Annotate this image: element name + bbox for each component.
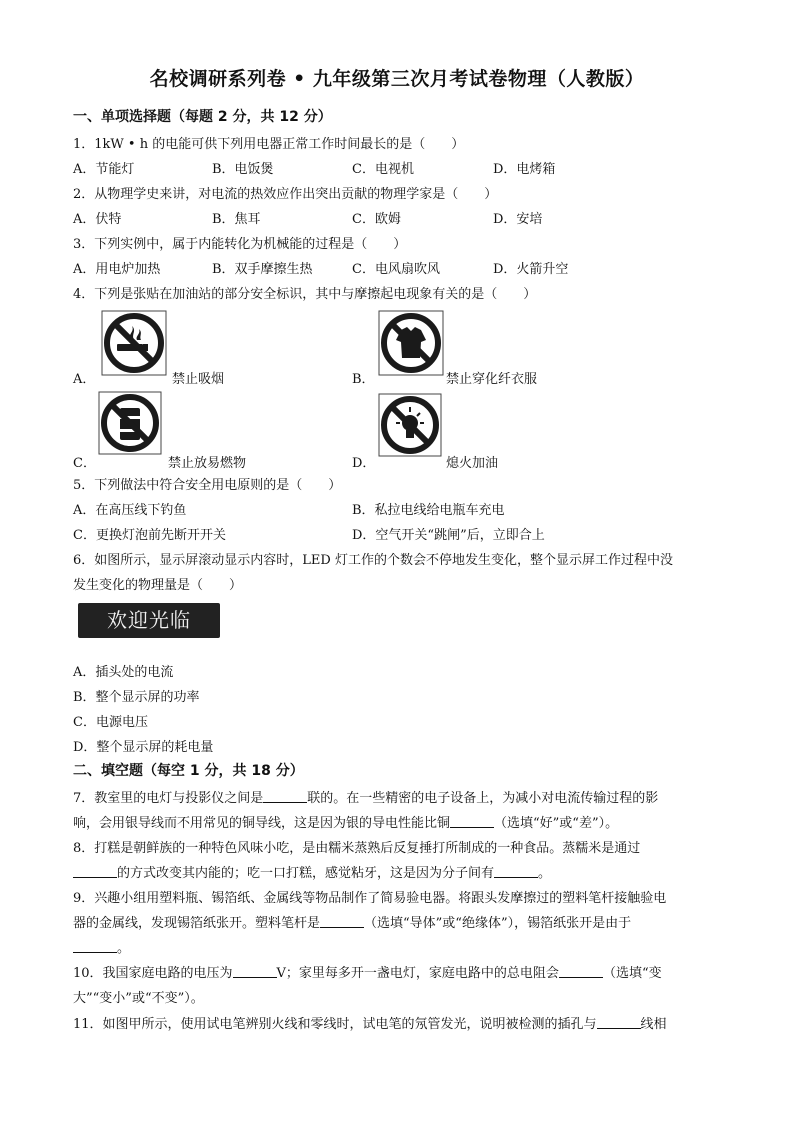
led-display-figure: 欢迎光临	[78, 603, 220, 638]
question-7-line2	[73, 812, 618, 831]
q4-option-c: C．	[73, 456, 96, 471]
q7-text-2: 联的。在一些精密的电子设备上，为减小对电流传输过程的影	[307, 791, 659, 806]
no-synthetic-clothing-caption: 禁止穿化纤衣服	[446, 372, 538, 387]
answer-blank[interactable]	[494, 864, 538, 878]
answer-blank[interactable]	[320, 914, 364, 928]
section-heading-multiple-choice: 一、单项选择题（每题 2 分，共 12 分）	[73, 109, 332, 125]
no-flammables-caption: 禁止放易燃物	[168, 456, 247, 471]
q5-option-a: A．在高压线下钓鱼	[73, 503, 187, 518]
answer-blank[interactable]	[263, 789, 307, 803]
q9-text-4: 。	[117, 941, 131, 956]
q10-text-2: V；家里每多开一盏电灯，家庭电路中的总电阻会	[276, 966, 559, 981]
q10-text-1: 10．我国家庭电路的电压为	[73, 966, 233, 981]
q2-option-b: B．焦耳	[212, 212, 261, 227]
section-heading-fill-in: 二、填空题（每空 1 分，共 18 分）	[73, 763, 304, 779]
answer-blank[interactable]	[233, 964, 277, 978]
answer-blank[interactable]	[450, 814, 494, 828]
q1-option-d: D．电烤箱	[493, 162, 556, 177]
exam-title: 名校调研系列卷 • 九年级第三次月考试卷物理（人教版）	[149, 68, 645, 90]
q11-text-1: 11．如图甲所示，使用试电笔辨别火线和零线时，试电笔的氖管发光，说明被检测的插孔与	[73, 1017, 597, 1032]
q10-text-3: （选填“变	[602, 966, 662, 981]
q1-option-a: A．节能灯	[73, 162, 135, 177]
question-9-line2	[73, 912, 631, 931]
q7-text-1: 7．教室里的电灯与投影仪之间是	[73, 791, 264, 806]
answer-blank[interactable]	[73, 939, 117, 953]
no-flammables-sign-icon	[98, 391, 162, 455]
q3-option-c: C．电风扇吹风	[352, 262, 440, 277]
q3-option-a: A．用电炉加热	[73, 262, 161, 277]
question-2-stem: 2．从物理学史来讲，对电流的热效应作出突出贡献的物理学家是（ ）	[73, 187, 498, 202]
question-8-line1: 8．打糕是朝鲜族的一种特色风味小吃，是由糯米蒸熟后反复捶打所制成的一种食品。蒸糯米是通过	[73, 841, 641, 856]
question-9-line1: 9．兴趣小组用塑料瓶、锡箔纸、金属线等物品制作了简易验电器。将跟头发摩擦过的塑料笔杆接触验电	[73, 891, 667, 906]
question-1-stem: 1．1kW • h 的电能可供下列用电器正常工作时间最长的是（ ）	[73, 137, 465, 152]
question-6-stem-line2: 发生变化的物理量是（ ）	[73, 578, 243, 593]
engine-off-refuel-sign-icon	[378, 393, 442, 457]
q2-option-d: D．安培	[493, 212, 543, 227]
q4-option-a: A．	[73, 372, 96, 387]
q4-option-b: B．	[352, 372, 375, 387]
q11-text-2: 线相	[640, 1017, 667, 1032]
engine-off-refuel-caption: 熄火加油	[446, 456, 499, 471]
q2-option-c: C．欧姆	[352, 212, 401, 227]
q8-text-3: 。	[538, 866, 552, 881]
q8-text-2: 的方式改变其内能的；吃一口打糕，感觉粘牙，这是因为分子间有	[117, 866, 495, 881]
q7-text-4: （选填“好”或“差”）。	[494, 816, 619, 831]
q6-option-d: D．整个显示屏的耗电量	[73, 740, 214, 755]
q4-option-d: D．	[352, 456, 376, 471]
q6-option-a: A．插头处的电流	[73, 665, 174, 680]
answer-blank[interactable]	[559, 964, 603, 978]
q5-option-b: B．私拉电线给电瓶车充电	[352, 503, 505, 518]
question-10-line1	[73, 962, 662, 981]
no-smoking-sign-icon	[101, 310, 167, 376]
q9-text-3: （选填“导体”或“绝缘体”），锡箔纸张开是由于	[364, 916, 632, 931]
question-5-stem: 5．下列做法中符合安全用电原则的是（ ）	[73, 478, 342, 493]
q7-text-3: 响，会用银导线而不用常见的铜导线，这是因为银的导电性能比铜	[73, 816, 451, 831]
q1-option-c: C．电视机	[352, 162, 414, 177]
answer-blank[interactable]	[597, 1015, 641, 1029]
q5-option-c: C．更换灯泡前先断开开关	[73, 528, 226, 543]
no-synthetic-clothing-sign-icon	[378, 310, 444, 376]
question-3-stem: 3．下列实例中，属于内能转化为机械能的过程是（ ）	[73, 237, 407, 252]
no-smoking-caption: 禁止吸烟	[172, 372, 225, 387]
question-9-line3	[73, 937, 130, 956]
question-4-stem: 4．下列是张贴在加油站的部分安全标识，其中与摩擦起电现象有关的是（ ）	[73, 287, 537, 302]
q6-option-c: C．电源电压	[73, 715, 148, 730]
q3-option-d: D．火箭升空	[493, 262, 569, 277]
answer-blank[interactable]	[73, 864, 117, 878]
question-6-stem-line1: 6．如图所示，显示屏滚动显示内容时，LED 灯工作的个数会不停地发生变化，整个显示屏工作过程中没	[73, 553, 673, 568]
q6-option-b: B．整个显示屏的功率	[73, 690, 200, 705]
q5-option-d: D．空气开关“跳闸”后，立即合上	[352, 528, 545, 543]
question-8-line2	[73, 862, 551, 881]
q3-option-b: B．双手摩擦生热	[212, 262, 313, 277]
q2-option-a: A．伏特	[73, 212, 122, 227]
question-11-line1	[73, 1013, 667, 1032]
question-7-line1	[73, 787, 658, 806]
q1-option-b: B．电饭煲	[212, 162, 274, 177]
question-10-line2: 大”“变小”或“不变”）。	[73, 991, 204, 1006]
q9-text-2: 器的金属线，发现锡箔纸张开。塑料笔杆是	[73, 916, 321, 931]
